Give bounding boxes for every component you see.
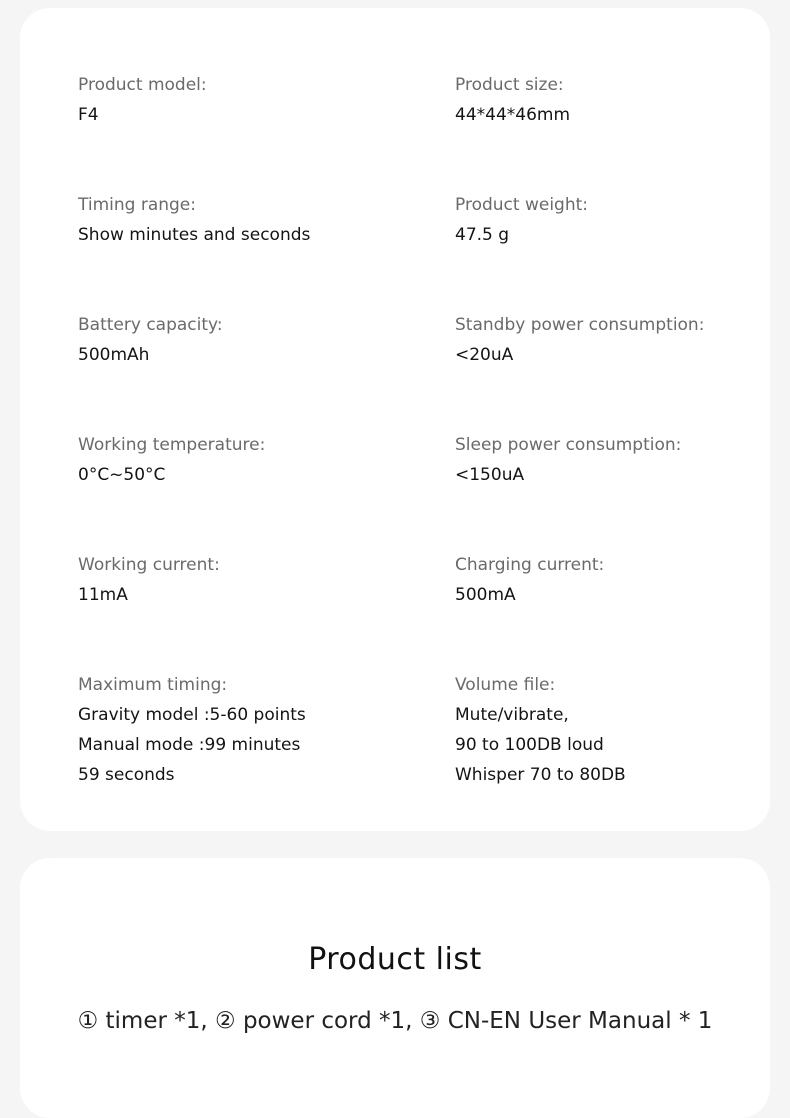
- spec-value-line: Mute/vibrate,: [455, 705, 569, 725]
- spec-value-line: Whisper 70 to 80DB: [455, 765, 626, 785]
- spec-value: 11mA: [78, 585, 128, 605]
- spec-value: F4: [78, 105, 99, 125]
- product-list-title: Product list: [308, 942, 482, 977]
- spec-product-model: [78, 70, 408, 130]
- spec-label: Working temperature:: [78, 435, 266, 455]
- spec-value: 500mAh: [78, 345, 150, 365]
- spec-sleep-power: [455, 430, 785, 490]
- spec-working-temperature: [78, 430, 408, 490]
- spec-value-line: Gravity model :5-60 points: [78, 705, 306, 725]
- spec-label: Maximum timing:: [78, 675, 228, 695]
- spec-value-line: 90 to 100DB loud: [455, 735, 604, 755]
- spec-value: <150uA: [455, 465, 525, 485]
- spec-label: Battery capacity:: [78, 315, 223, 335]
- spec-label: Standby power consumption:: [455, 315, 705, 335]
- product-list-items: ① timer *1, ② power cord *1, ③ CN-EN User Manual * 1: [77, 1008, 713, 1034]
- spec-timing-range: [78, 190, 408, 250]
- spec-value-line: 59 seconds: [78, 765, 175, 785]
- spec-value: 500mA: [455, 585, 516, 605]
- spec-product-weight: [455, 190, 785, 250]
- spec-working-current: [78, 550, 408, 610]
- spec-label: Timing range:: [78, 195, 196, 215]
- spec-label: Sleep power consumption:: [455, 435, 682, 455]
- spec-value: 44*44*46mm: [455, 105, 571, 125]
- spec-label: Product size:: [455, 75, 564, 95]
- spec-label: Charging current:: [455, 555, 605, 575]
- spec-battery-capacity: [78, 310, 408, 370]
- product-list-card: [20, 858, 770, 1118]
- spec-label: Volume file:: [455, 675, 556, 695]
- spec-standby-power: [455, 310, 785, 370]
- spec-charging-current: [455, 550, 785, 610]
- spec-value: 47.5 g: [455, 225, 510, 245]
- spec-value-line: Manual mode :99 minutes: [78, 735, 301, 755]
- specifications-card: [20, 8, 770, 831]
- spec-maximum-timing: [78, 670, 408, 790]
- spec-volume-file: [455, 670, 785, 790]
- spec-value: <20uA: [455, 345, 514, 365]
- spec-value: 0°C~50°C: [78, 465, 166, 485]
- spec-product-size: [455, 70, 785, 130]
- spec-label: Product weight:: [455, 195, 588, 215]
- spec-label: Product model:: [78, 75, 207, 95]
- spec-label: Working current:: [78, 555, 220, 575]
- spec-value: Show minutes and seconds: [78, 225, 311, 245]
